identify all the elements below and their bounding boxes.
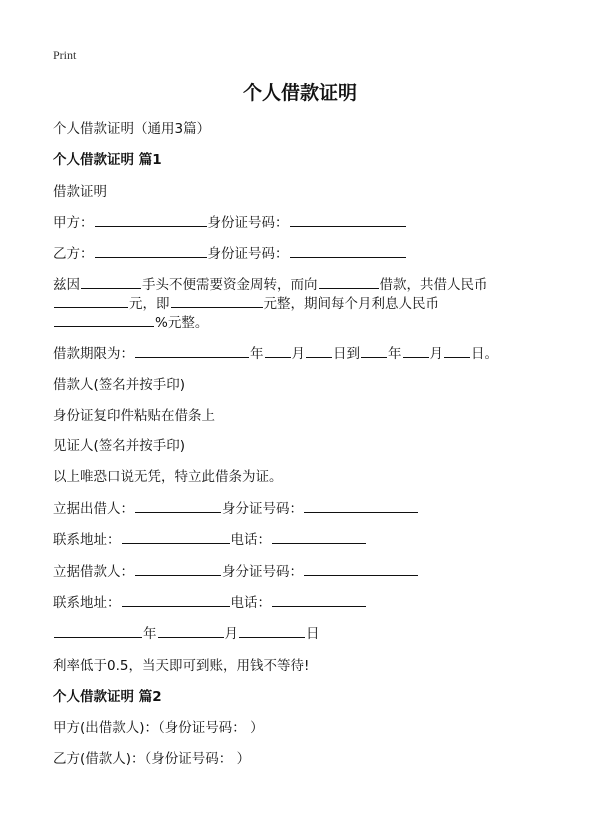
borrower-label: 立据借款人： <box>53 564 134 580</box>
lender-id-blank <box>304 500 418 513</box>
document-subtitle: 个人借款证明（通用3篇） <box>53 121 211 137</box>
period-label: 借款期限为： <box>53 346 134 362</box>
doc-label: 借款证明 <box>53 184 107 200</box>
party-a-id-blank <box>290 214 406 227</box>
reason-text-2: 手头不便需要资金周转，而向 <box>142 277 318 293</box>
section1-heading: 个人借款证明 篇1 <box>53 152 162 168</box>
reason-blank-1 <box>81 276 141 289</box>
reason-blank-3 <box>54 295 128 308</box>
period-month-1: 月 <box>291 346 305 362</box>
party-a-row <box>53 214 407 232</box>
party-a-id-label: 身份证号码： <box>207 215 289 231</box>
print-link[interactable]: Print <box>53 48 77 62</box>
period-end-year-blank <box>361 345 387 358</box>
reason-blank-2 <box>319 276 379 289</box>
period-start-day-blank <box>306 345 332 358</box>
period-row <box>53 345 498 363</box>
borrower-name-blank <box>135 563 221 576</box>
reason-blank-5 <box>54 314 154 327</box>
address2-phone-blank <box>272 594 366 607</box>
reason-line-2 <box>53 295 439 313</box>
date-year-label: 年 <box>143 626 157 642</box>
period-year-1: 年 <box>250 346 264 362</box>
reason-text-6: %元整。 <box>155 315 209 331</box>
party-b-row <box>53 245 407 263</box>
reason-blank-4 <box>171 295 263 308</box>
reason-text-1: 兹因 <box>53 277 80 293</box>
address2-row <box>53 594 367 612</box>
address1-label: 联系地址： <box>53 532 121 548</box>
lender-label: 立据出借人： <box>53 501 134 517</box>
address1-blank <box>122 531 230 544</box>
lender-row <box>53 500 419 518</box>
ad-note: 利率低于0.5，当天即可到账，用钱不等待! <box>53 658 310 674</box>
section2-party-b: 乙方(借款人)：（身份证号码： ） <box>53 751 251 767</box>
date-day-blank <box>239 625 305 638</box>
party-b-name-blank <box>95 245 207 258</box>
reason-line-3 <box>53 314 208 332</box>
address2-blank <box>122 594 230 607</box>
borrower-sign: 借款人(签名并按手印) <box>53 377 186 393</box>
period-day-end: 日。 <box>471 346 498 362</box>
reason-line-1 <box>53 276 488 294</box>
lender-id-label: 身分证号码： <box>222 501 303 517</box>
period-end-month-blank <box>403 345 429 358</box>
reason-text-5: 元整，期间每个月利息人民币 <box>263 296 439 312</box>
period-start-year-blank <box>135 345 249 358</box>
period-start-month-blank <box>265 345 291 358</box>
id-copy-note: 身份证复印件粘贴在借条上 <box>53 408 215 424</box>
reason-text-3: 借款，共借人民币 <box>379 277 488 293</box>
date-year-blank <box>54 625 142 638</box>
reason-text-4: 元，即 <box>129 296 170 312</box>
address1-row <box>53 531 367 549</box>
period-month-2: 月 <box>429 346 443 362</box>
section2-heading: 个人借款证明 篇2 <box>53 689 162 705</box>
section2-party-a: 甲方(出借款人)：（身份证号码： ） <box>53 720 264 736</box>
statement: 以上唯恐口说无凭，特立此借条为证。 <box>53 469 283 485</box>
date-month-blank <box>158 625 224 638</box>
borrower-id-blank <box>304 563 418 576</box>
party-a-label: 甲方： <box>53 215 94 231</box>
lender-name-blank <box>135 500 221 513</box>
party-b-label: 乙方： <box>53 246 94 262</box>
party-a-name-blank <box>95 214 207 227</box>
date-day-label: 日 <box>306 626 320 642</box>
borrower-row <box>53 563 419 581</box>
party-b-id-blank <box>290 245 406 258</box>
address2-label: 联系地址： <box>53 595 121 611</box>
address1-phone-label: 电话： <box>230 532 271 548</box>
document-title: 个人借款证明 <box>242 82 357 104</box>
witness-sign: 见证人(签名并按手印) <box>53 438 186 454</box>
party-b-id-label: 身份证号码： <box>207 246 289 262</box>
date-month-label: 月 <box>224 626 238 642</box>
period-day-to: 日到 <box>333 346 360 362</box>
address2-phone-label: 电话： <box>230 595 271 611</box>
date-row <box>53 625 320 643</box>
period-year-2: 年 <box>388 346 402 362</box>
borrower-id-label: 身分证号码： <box>222 564 303 580</box>
address1-phone-blank <box>272 531 366 544</box>
period-end-day-blank <box>444 345 470 358</box>
